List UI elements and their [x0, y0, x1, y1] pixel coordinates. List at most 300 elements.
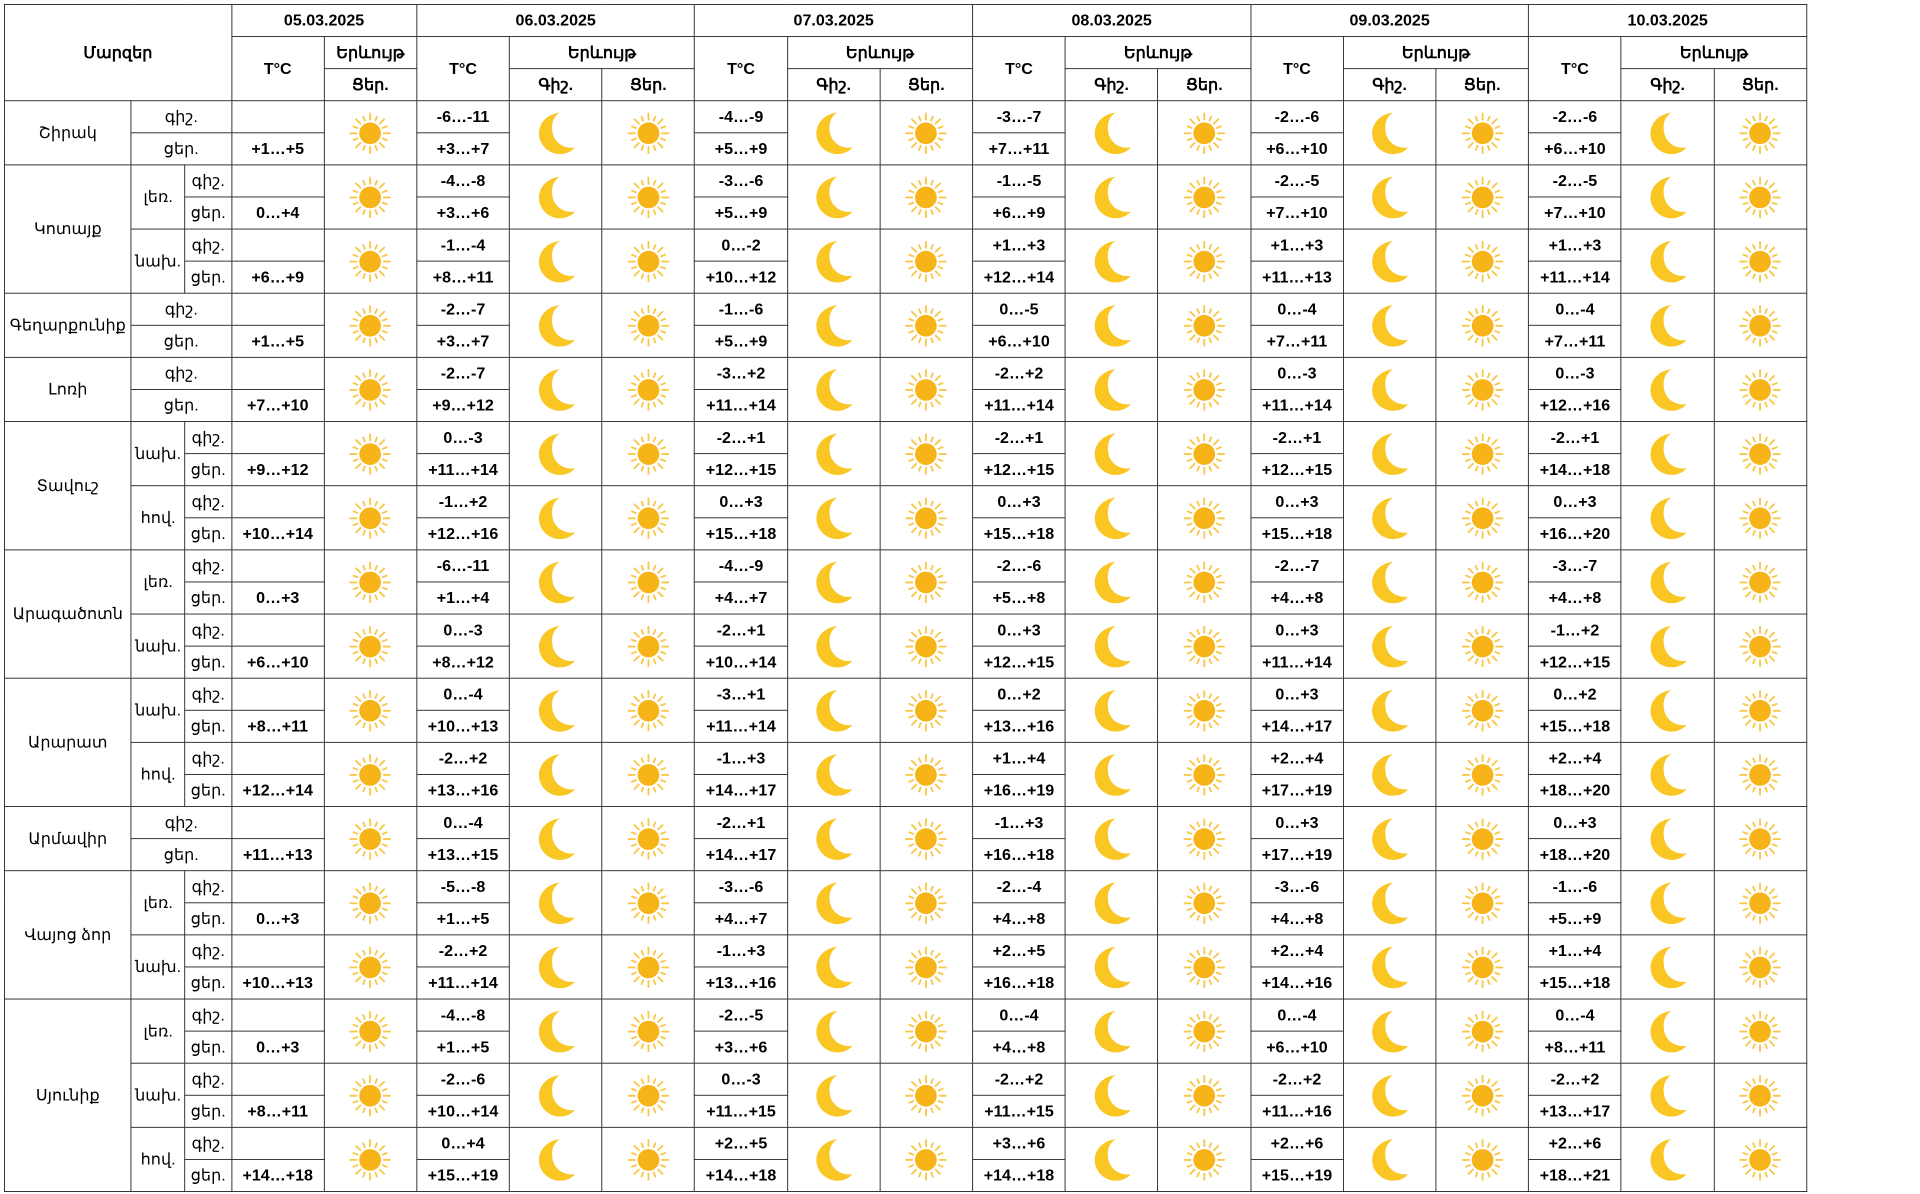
phenomenon-cell [602, 935, 695, 999]
phenomenon-cell [1436, 807, 1529, 871]
crescent-moon-icon [1622, 751, 1714, 798]
phenomenon-cell [1621, 871, 1714, 935]
sun-icon [1714, 624, 1806, 667]
temp-day: +13…+16 [417, 774, 510, 806]
temp-day: +5…+9 [1529, 903, 1622, 935]
temp-day: +15…+19 [1251, 1159, 1344, 1191]
phenomenon-cell [1714, 357, 1807, 421]
sun-icon [880, 432, 972, 475]
temp-day: +12…+15 [695, 454, 788, 486]
sun-icon [880, 111, 972, 154]
sun-icon [1158, 881, 1250, 924]
crescent-moon-icon [1344, 879, 1436, 926]
temp-day: +14…+18 [973, 1159, 1066, 1191]
sun-icon [1158, 817, 1250, 860]
sun-icon [325, 753, 417, 796]
phenomenon-cell [509, 935, 602, 999]
phenomenon-cell [1343, 1063, 1436, 1127]
phenomenon-cell [1065, 999, 1158, 1063]
temp-night: -2…+1 [695, 422, 788, 454]
tod-day: ցեր. [185, 582, 231, 614]
phenomenon-cell [880, 293, 973, 357]
night-subheader: Գիշ. [1065, 69, 1158, 101]
phenomenon-cell [1343, 935, 1436, 999]
sun-icon [325, 1009, 417, 1052]
tod-day: ցեր. [185, 197, 231, 229]
phenomenon-cell [880, 614, 973, 678]
date-header: 08.03.2025 [973, 4, 1251, 36]
temp-day: +4…+8 [973, 1031, 1066, 1063]
temp-day: +10…+14 [417, 1095, 510, 1127]
temp-night [231, 1063, 324, 1095]
sun-icon [1158, 689, 1250, 732]
crescent-moon-icon [510, 494, 602, 541]
sun-icon [1436, 753, 1528, 796]
temp-night: -4…-8 [417, 165, 510, 197]
zone-label: լեռ. [131, 871, 185, 935]
phenomenon-cell [880, 101, 973, 165]
table-row [4, 486, 1806, 518]
temp-night: -1…+2 [1529, 614, 1622, 646]
crescent-moon-icon [1066, 430, 1158, 477]
phenomenon-cell [324, 293, 417, 357]
temp-header: T°C [417, 37, 510, 101]
tod-day: ցեր. [185, 1095, 231, 1127]
temp-night [231, 614, 324, 646]
crescent-moon-icon [510, 173, 602, 220]
temp-day: +4…+8 [973, 903, 1066, 935]
crescent-moon-icon [788, 815, 880, 862]
sun-icon [602, 496, 694, 539]
temp-night: 0…+2 [1529, 678, 1622, 710]
crescent-moon-icon [1622, 1136, 1714, 1183]
temp-header: T°C [1251, 37, 1344, 101]
phenomenon-cell [1621, 742, 1714, 806]
temp-day: 0…+4 [231, 197, 324, 229]
phenomenon-cell [1065, 614, 1158, 678]
sun-icon [1158, 1009, 1250, 1052]
temp-night: -2…-6 [973, 550, 1066, 582]
zone-label: լեռ. [131, 550, 185, 614]
temp-night: -2…+2 [1529, 1063, 1622, 1095]
phenomenon-cell [1621, 614, 1714, 678]
temp-day: +7…+11 [1529, 325, 1622, 357]
phenomenon-cell [1343, 1127, 1436, 1191]
temp-night: -4…-9 [695, 550, 788, 582]
phenomenon-cell [880, 935, 973, 999]
crescent-moon-icon [1066, 494, 1158, 541]
day-subheader: Ցեր. [1436, 69, 1529, 101]
sun-icon [325, 1138, 417, 1181]
crescent-moon-icon [788, 1008, 880, 1055]
phenomenon-cell [1436, 165, 1529, 229]
temp-day: +9…+12 [231, 454, 324, 486]
phenomenon-cell [1714, 742, 1807, 806]
crescent-moon-icon [1344, 494, 1436, 541]
temp-day: +17…+19 [1251, 774, 1344, 806]
temp-night: +2…+4 [1251, 742, 1344, 774]
temp-night: -1…-5 [973, 165, 1066, 197]
phenomenon-cell [1621, 293, 1714, 357]
crescent-moon-icon [788, 109, 880, 156]
phenomenon-header: Երևույթ [509, 37, 694, 69]
phenomenon-cell [1436, 422, 1529, 486]
phenomenon-cell [1714, 293, 1807, 357]
temp-night [231, 871, 324, 903]
sun-icon [1714, 689, 1806, 732]
temp-day: +15…+18 [1251, 518, 1344, 550]
phenomenon-cell [1158, 935, 1251, 999]
temp-day: +14…+18 [695, 1159, 788, 1191]
temp-night: 0…+2 [973, 678, 1066, 710]
table-row [4, 614, 1806, 646]
phenomenon-cell [509, 165, 602, 229]
temp-day: +16…+20 [1529, 518, 1622, 550]
crescent-moon-icon [1344, 366, 1436, 413]
tod-day: ցեր. [185, 261, 231, 293]
temp-day: +12…+16 [1529, 389, 1622, 421]
sun-icon [1158, 111, 1250, 154]
temp-night: 0…-4 [973, 999, 1066, 1031]
temp-night: 0…-4 [417, 678, 510, 710]
phenomenon-cell [1065, 678, 1158, 742]
phenomenon-cell [1436, 1127, 1529, 1191]
crescent-moon-icon [788, 1072, 880, 1119]
temp-day: +7…+10 [1529, 197, 1622, 229]
table-row [4, 229, 1806, 261]
crescent-moon-icon [1344, 1008, 1436, 1055]
phenomenon-cell [1714, 999, 1807, 1063]
temp-night: -2…-7 [417, 293, 510, 325]
zone-label: նախ. [131, 229, 185, 293]
phenomenon-header: Երևույթ [324, 37, 417, 69]
temp-day: +13…+16 [973, 710, 1066, 742]
phenomenon-cell [787, 1127, 880, 1191]
phenomenon-cell [1158, 614, 1251, 678]
forecast-table [4, 4, 1807, 1192]
temp-day: +11…+14 [695, 710, 788, 742]
temp-night: +1…+3 [973, 229, 1066, 261]
crescent-moon-icon [510, 302, 602, 349]
phenomenon-cell [1158, 1127, 1251, 1191]
temp-day: +11…+14 [1251, 389, 1344, 421]
phenomenon-cell [1065, 486, 1158, 550]
temp-night: -2…-7 [417, 357, 510, 389]
sun-icon [880, 175, 972, 218]
sun-icon [602, 945, 694, 988]
temp-day: 0…+3 [231, 1031, 324, 1063]
temp-night: -2…-6 [1251, 101, 1344, 133]
sun-icon [325, 945, 417, 988]
sun-icon [1158, 432, 1250, 475]
temp-night [231, 1127, 324, 1159]
temp-night: -6…-11 [417, 101, 510, 133]
phenomenon-cell [509, 678, 602, 742]
phenomenon-cell [1343, 678, 1436, 742]
crescent-moon-icon [1622, 687, 1714, 734]
phenomenon-cell [1436, 614, 1529, 678]
sun-icon [1158, 368, 1250, 411]
tod-night: գիշ. [185, 1127, 231, 1159]
phenomenon-cell [1714, 165, 1807, 229]
region-name: Կոտայք [4, 165, 131, 293]
phenomenon-cell [1436, 357, 1529, 421]
temp-night: -2…-6 [1529, 101, 1622, 133]
crescent-moon-icon [510, 879, 602, 926]
phenomenon-cell [1065, 293, 1158, 357]
phenomenon-cell [1621, 935, 1714, 999]
crescent-moon-icon [1622, 623, 1714, 670]
phenomenon-cell [1343, 165, 1436, 229]
sun-icon [880, 304, 972, 347]
zone-label: հով. [131, 1127, 185, 1191]
crescent-moon-icon [1344, 1136, 1436, 1183]
temp-day: +12…+14 [231, 774, 324, 806]
temp-night: -3…+1 [695, 678, 788, 710]
temp-day: +15…+18 [1529, 710, 1622, 742]
phenomenon-cell [602, 550, 695, 614]
phenomenon-cell [1436, 742, 1529, 806]
sun-icon [1436, 1138, 1528, 1181]
phenomenon-cell [602, 357, 695, 421]
phenomenon-cell [1714, 935, 1807, 999]
phenomenon-cell [602, 614, 695, 678]
temp-night: 0…-4 [417, 807, 510, 839]
crescent-moon-icon [1622, 815, 1714, 862]
phenomenon-cell [324, 357, 417, 421]
sun-icon [602, 239, 694, 282]
temp-night: +3…+6 [973, 1127, 1066, 1159]
crescent-moon-icon [1066, 366, 1158, 413]
tod-night: գիշ. [185, 550, 231, 582]
temp-night: +2…+4 [1251, 935, 1344, 967]
crescent-moon-icon [1344, 430, 1436, 477]
temp-day: +11…+16 [1251, 1095, 1344, 1127]
temp-night: 0…+3 [1251, 807, 1344, 839]
sun-icon [1714, 368, 1806, 411]
temp-day: +18…+20 [1529, 839, 1622, 871]
temp-night: -1…+3 [973, 807, 1066, 839]
temp-day: +13…+16 [695, 967, 788, 999]
table-row [4, 1063, 1806, 1095]
temp-night: -3…+2 [695, 357, 788, 389]
temp-day: +6…+9 [973, 197, 1066, 229]
temp-day: +10…+12 [695, 261, 788, 293]
tod-day: ցեր. [185, 1031, 231, 1063]
temp-day: 0…+3 [231, 903, 324, 935]
phenomenon-cell [1621, 101, 1714, 165]
temp-day: +4…+7 [695, 582, 788, 614]
table-row [4, 999, 1806, 1031]
phenomenon-cell [1436, 999, 1529, 1063]
temp-night: -2…-5 [1251, 165, 1344, 197]
phenomenon-cell [509, 871, 602, 935]
phenomenon-cell [1065, 1127, 1158, 1191]
date-header: 09.03.2025 [1251, 4, 1529, 36]
sun-icon [1436, 496, 1528, 539]
phenomenon-cell [602, 293, 695, 357]
sun-icon [880, 817, 972, 860]
phenomenon-cell [787, 357, 880, 421]
phenomenon-cell [787, 229, 880, 293]
sun-icon [602, 753, 694, 796]
region-name: Արմավիր [4, 807, 131, 871]
temp-night [231, 742, 324, 774]
temp-day: +5…+9 [695, 325, 788, 357]
crescent-moon-icon [1344, 238, 1436, 285]
crescent-moon-icon [510, 430, 602, 477]
crescent-moon-icon [788, 751, 880, 798]
crescent-moon-icon [788, 173, 880, 220]
crescent-moon-icon [788, 687, 880, 734]
temp-night: -1…-4 [417, 229, 510, 261]
phenomenon-cell [1621, 165, 1714, 229]
temp-day: +12…+16 [417, 518, 510, 550]
temp-night: -1…+3 [695, 935, 788, 967]
regions-header: Մարզեր [4, 4, 231, 100]
temp-night: +1…+3 [1251, 229, 1344, 261]
phenomenon-header: Երևույթ [1343, 37, 1528, 69]
temp-day: +17…+19 [1251, 839, 1344, 871]
phenomenon-cell [1714, 871, 1807, 935]
night-subheader: Գիշ. [1343, 69, 1436, 101]
sun-icon [1436, 432, 1528, 475]
tod-night: գիշ. [185, 614, 231, 646]
phenomenon-cell [1158, 742, 1251, 806]
sun-icon [1436, 175, 1528, 218]
phenomenon-cell [880, 357, 973, 421]
tod-day: ցեր. [185, 774, 231, 806]
phenomenon-cell [1436, 550, 1529, 614]
temp-day: +14…+17 [695, 774, 788, 806]
crescent-moon-icon [1344, 302, 1436, 349]
sun-icon [1436, 304, 1528, 347]
temp-day: +11…+13 [1251, 261, 1344, 293]
crescent-moon-icon [788, 1136, 880, 1183]
phenomenon-cell [602, 807, 695, 871]
sun-icon [325, 560, 417, 603]
phenomenon-cell [509, 807, 602, 871]
sun-icon [602, 560, 694, 603]
tod-night: գիշ. [185, 422, 231, 454]
phenomenon-cell [1621, 550, 1714, 614]
sun-icon [1158, 624, 1250, 667]
sun-icon [1158, 945, 1250, 988]
phenomenon-cell [1065, 101, 1158, 165]
temp-day: +3…+6 [417, 197, 510, 229]
sun-icon [1714, 432, 1806, 475]
phenomenon-cell [880, 1127, 973, 1191]
temp-day: +9…+12 [417, 389, 510, 421]
temp-day: +15…+19 [417, 1159, 510, 1191]
temp-day: +18…+21 [1529, 1159, 1622, 1191]
temp-night: 0…-3 [1251, 357, 1344, 389]
temp-day: +5…+9 [695, 197, 788, 229]
night-subheader: Գիշ. [787, 69, 880, 101]
sun-icon [325, 624, 417, 667]
temp-night: -4…-8 [417, 999, 510, 1031]
phenomenon-cell [880, 871, 973, 935]
tod-night: գիշ. [185, 229, 231, 261]
crescent-moon-icon [1344, 943, 1436, 990]
sun-icon [602, 1009, 694, 1052]
sun-icon [880, 753, 972, 796]
temp-day: +8…+11 [231, 710, 324, 742]
phenomenon-cell [787, 678, 880, 742]
sun-icon [325, 239, 417, 282]
crescent-moon-icon [510, 943, 602, 990]
sun-icon [1714, 175, 1806, 218]
temp-night: -1…-6 [695, 293, 788, 325]
temp-day: +7…+11 [1251, 325, 1344, 357]
day-subheader: Ցեր. [602, 69, 695, 101]
phenomenon-cell [1621, 357, 1714, 421]
phenomenon-cell [1065, 742, 1158, 806]
phenomenon-cell [324, 935, 417, 999]
table-row [4, 422, 1806, 454]
crescent-moon-icon [510, 623, 602, 670]
crescent-moon-icon [788, 302, 880, 349]
temp-night: -2…+2 [973, 357, 1066, 389]
tod-day: ցեր. [185, 1159, 231, 1191]
sun-icon [325, 689, 417, 732]
phenomenon-cell [787, 101, 880, 165]
sun-icon [1714, 753, 1806, 796]
crescent-moon-icon [1066, 879, 1158, 926]
temp-day: +3…+7 [417, 133, 510, 165]
temp-day: +11…+14 [1251, 646, 1344, 678]
temp-night [231, 357, 324, 389]
temp-night: 0…-4 [1251, 999, 1344, 1031]
sun-icon [602, 817, 694, 860]
tod-night: գիշ. [131, 357, 231, 389]
crescent-moon-icon [788, 430, 880, 477]
phenomenon-cell [602, 1063, 695, 1127]
day-subheader: Ցեր. [1714, 69, 1807, 101]
phenomenon-cell [1621, 999, 1714, 1063]
temp-day: +11…+14 [417, 967, 510, 999]
phenomenon-cell [602, 229, 695, 293]
phenomenon-cell [1714, 486, 1807, 550]
table-row [4, 807, 1806, 839]
zone-label: լեռ. [131, 999, 185, 1063]
phenomenon-cell [602, 165, 695, 229]
temp-night: 0…+4 [417, 1127, 510, 1159]
sun-icon [602, 1138, 694, 1181]
crescent-moon-icon [1066, 109, 1158, 156]
temp-day: +10…+14 [231, 518, 324, 550]
phenomenon-cell [324, 422, 417, 486]
temp-night: 0…-3 [695, 1063, 788, 1095]
temp-day: +12…+15 [1251, 454, 1344, 486]
temp-night: -2…+1 [1529, 422, 1622, 454]
temp-day: +1…+5 [231, 133, 324, 165]
temp-night: 0…+3 [1529, 486, 1622, 518]
temp-night [231, 293, 324, 325]
tod-day: ցեր. [185, 518, 231, 550]
phenomenon-cell [787, 550, 880, 614]
table-row [4, 678, 1806, 710]
phenomenon-cell [880, 165, 973, 229]
phenomenon-cell [1621, 486, 1714, 550]
crescent-moon-icon [1622, 109, 1714, 156]
temp-night: -2…-5 [695, 999, 788, 1031]
phenomenon-cell [602, 101, 695, 165]
temp-day: +15…+18 [1529, 967, 1622, 999]
temp-day: +10…+14 [695, 646, 788, 678]
crescent-moon-icon [788, 494, 880, 541]
tod-night: գիշ. [131, 293, 231, 325]
